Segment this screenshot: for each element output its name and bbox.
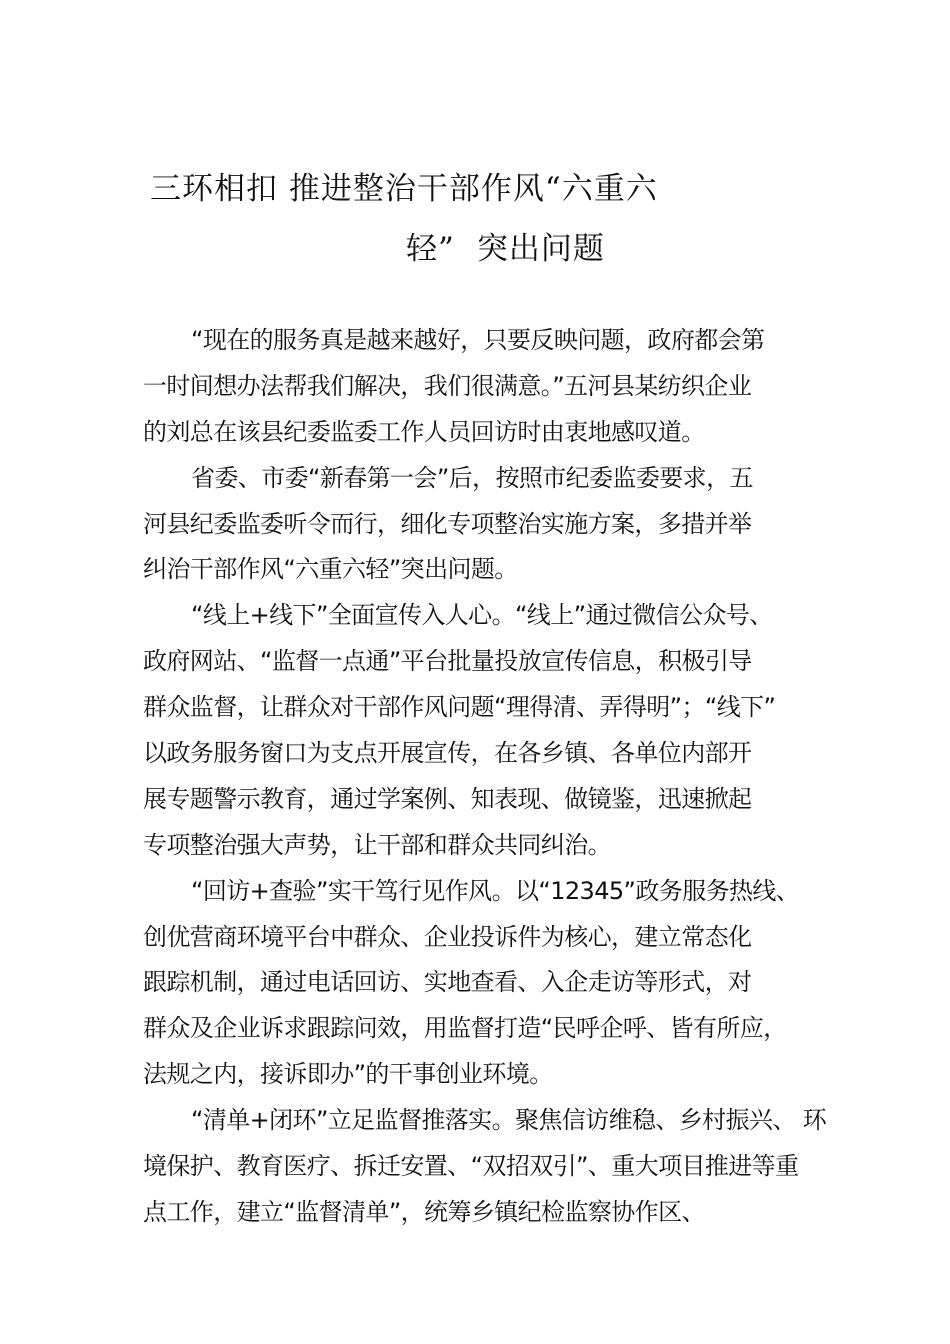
text-line: 一时间想办法帮我们解决，我们很满意。”五河县某纺织企业 (143, 371, 752, 400)
paragraph-online-offline (143, 593, 823, 868)
paragraph-checklist-closed-loop (143, 1098, 827, 1236)
text-line: 政府网站、“监督一点通”平台批量投放宣传信息，积极引导 (143, 647, 752, 676)
text-line: 点工作，建立“监督清单”，统筹乡镇纪检监察协作区、 (143, 1197, 705, 1226)
text-line: 群众及企业诉求跟踪问效，用监督打造“民呼企呼、皆有所应， (143, 1014, 787, 1043)
document-title-line-1: 三环相扣 推进整治干部作风“六重六 (150, 171, 658, 207)
text-line: 展专题警示教育，通过学案例、知表现、做镜鉴，迅速掀起 (143, 784, 752, 813)
text-line: 创优营商环境平台中群众、企业投诉件为核心，建立常态化 (143, 922, 752, 951)
text-line: “清单+闭环”立足监督推落实。聚焦信访维稳、乡村振兴、 环 (191, 1106, 827, 1135)
paragraph-background (143, 456, 823, 594)
text-line: 群众监督，让群众对干部作风问题“理得清、弄得明”；“线下” (143, 693, 776, 722)
text-line: “线上+线下”全面宣传入人心。“线上”通过微信公众号、 (191, 601, 773, 630)
title-line-2-part-2: 突出问题 (476, 231, 605, 267)
text-line: 河县纪委监委听令而行，细化专项整治实施方案，多措并举 (143, 509, 752, 538)
paragraph-customer-quote (143, 318, 823, 456)
text-line: 以政务服务窗口为支点开展宣传，在各乡镇、各单位内部开 (143, 739, 752, 768)
title-line-2-part-1: 轻” (406, 231, 455, 267)
document-title-line-2 (406, 223, 605, 268)
text-line: “回访+查验”实干笃行见作风。以“12345”政务服务热线、 (191, 876, 800, 905)
text-line: 法规之内，接诉即办”的干事创业环境。 (143, 1060, 553, 1089)
article-body (143, 318, 827, 1236)
text-line: 跟踪机制，通过电话回访、实地查看、入企走访等形式，对 (143, 968, 752, 997)
text-line: “现在的服务真是越来越好，只要反映问题，政府都会第 (191, 326, 765, 354)
text-line: 纠治干部作风“六重六轻”突出问题。 (143, 555, 518, 584)
text-line: 专项整治强大声势，让干部和群众共同纠治。 (143, 830, 611, 859)
text-line: 境保护、教育医疗、拆迁安置、“双招双引”、重大项目推进等重 (143, 1152, 799, 1181)
text-line: 省委、市委“新春第一会”后，按照市纪委监委要求，五 (191, 463, 753, 492)
text-line: 的刘总在该县纪委监委工作人员回访时由衷地感叹道。 (143, 417, 705, 446)
paragraph-follow-up-inspection (143, 869, 823, 1098)
